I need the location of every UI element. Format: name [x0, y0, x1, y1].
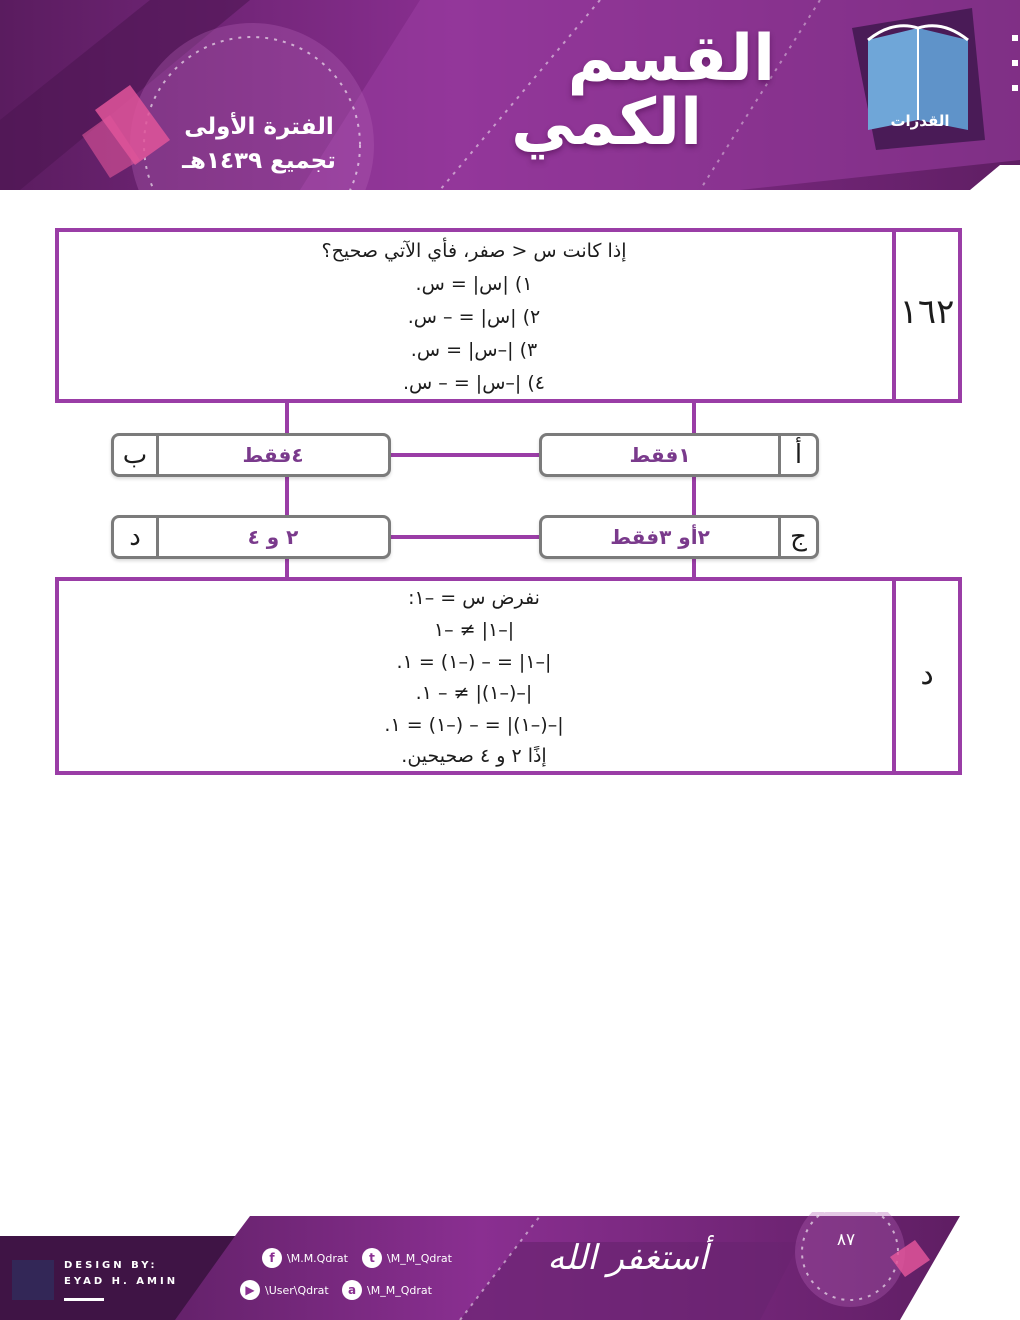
choice-d[interactable]: [111, 515, 391, 559]
solution-line-6: إذًا ٢ و ٤ صحيحين.: [401, 745, 547, 767]
choice-b-separator: [156, 436, 159, 474]
twitter-handle[interactable]: \M_M_Qdrat: [387, 1252, 452, 1265]
choice-a-letter: أ: [794, 440, 803, 470]
statement-2: ٢) |س| = – س.: [407, 306, 541, 328]
designer-name: EYAD H. AMIN: [64, 1276, 179, 1287]
choice-c-text: ٢أو ٣فقط: [610, 525, 710, 549]
choice-b[interactable]: [111, 433, 391, 477]
period-label: الفترة الأولى: [184, 114, 334, 140]
connector-row1: [390, 453, 540, 457]
question-number: ١٦٢: [899, 292, 955, 332]
logo-label: القدرات: [890, 112, 950, 130]
dhikr-calligraphy: أستغفر الله: [547, 1238, 708, 1278]
solution-line-4: |–(–١)| ≠ – ١.: [415, 682, 533, 704]
solution-line-2: |–١| ≠ –١: [433, 619, 515, 641]
connector-row2: [390, 535, 540, 539]
twitter-icon: t: [362, 1248, 382, 1268]
choice-b-letter: ب: [122, 440, 148, 470]
page-header-banner: [0, 0, 1020, 190]
choice-b-text: ٤فقط: [242, 443, 304, 467]
ask-icon: a: [342, 1280, 362, 1300]
choice-d-separator: [156, 518, 159, 556]
page-footer-banner: [0, 1212, 1020, 1320]
choice-a-text: ١فقط: [629, 443, 691, 467]
section-title-line1: القسم: [567, 22, 775, 96]
facebook-icon: f: [262, 1248, 282, 1268]
section-title-line2: الكمي: [511, 86, 702, 160]
statement-1: ١) |س| = س.: [415, 273, 533, 295]
solution-line-3: |–١| = – (–١) = ١.: [396, 651, 552, 673]
choice-c-letter: ج: [790, 522, 807, 552]
youtube-handle[interactable]: \User\Qdrat: [265, 1284, 329, 1297]
question-stem: إذا كانت س < صفر، فأي الآتي صحيح؟: [321, 240, 627, 262]
statement-3: ٣) |–س| = س.: [410, 339, 538, 361]
choice-c[interactable]: [539, 515, 819, 559]
solution-line-5: |–(–١)| = – (–١) = ١.: [384, 714, 564, 736]
answer-letter: د: [920, 657, 934, 692]
ask-handle[interactable]: \M_M_Qdrat: [367, 1284, 432, 1297]
choice-a[interactable]: [539, 433, 819, 477]
choice-d-letter: د: [129, 522, 141, 552]
design-by-label: DESIGN BY:: [64, 1260, 158, 1271]
choice-d-text: ٢ و ٤: [247, 525, 299, 549]
youtube-icon: ▶: [240, 1280, 260, 1300]
solution-line-1: نفرض س = –١:: [408, 587, 540, 609]
solution-box: [55, 577, 962, 775]
facebook-handle[interactable]: \M.M.Qdrat: [287, 1252, 348, 1265]
question-box: [55, 228, 962, 403]
statement-4: ٤) |–س| = – س.: [403, 372, 545, 394]
collection-label: تجميع ١٤٣٩هـ: [182, 148, 336, 174]
page-number: ٨٧: [836, 1230, 856, 1250]
